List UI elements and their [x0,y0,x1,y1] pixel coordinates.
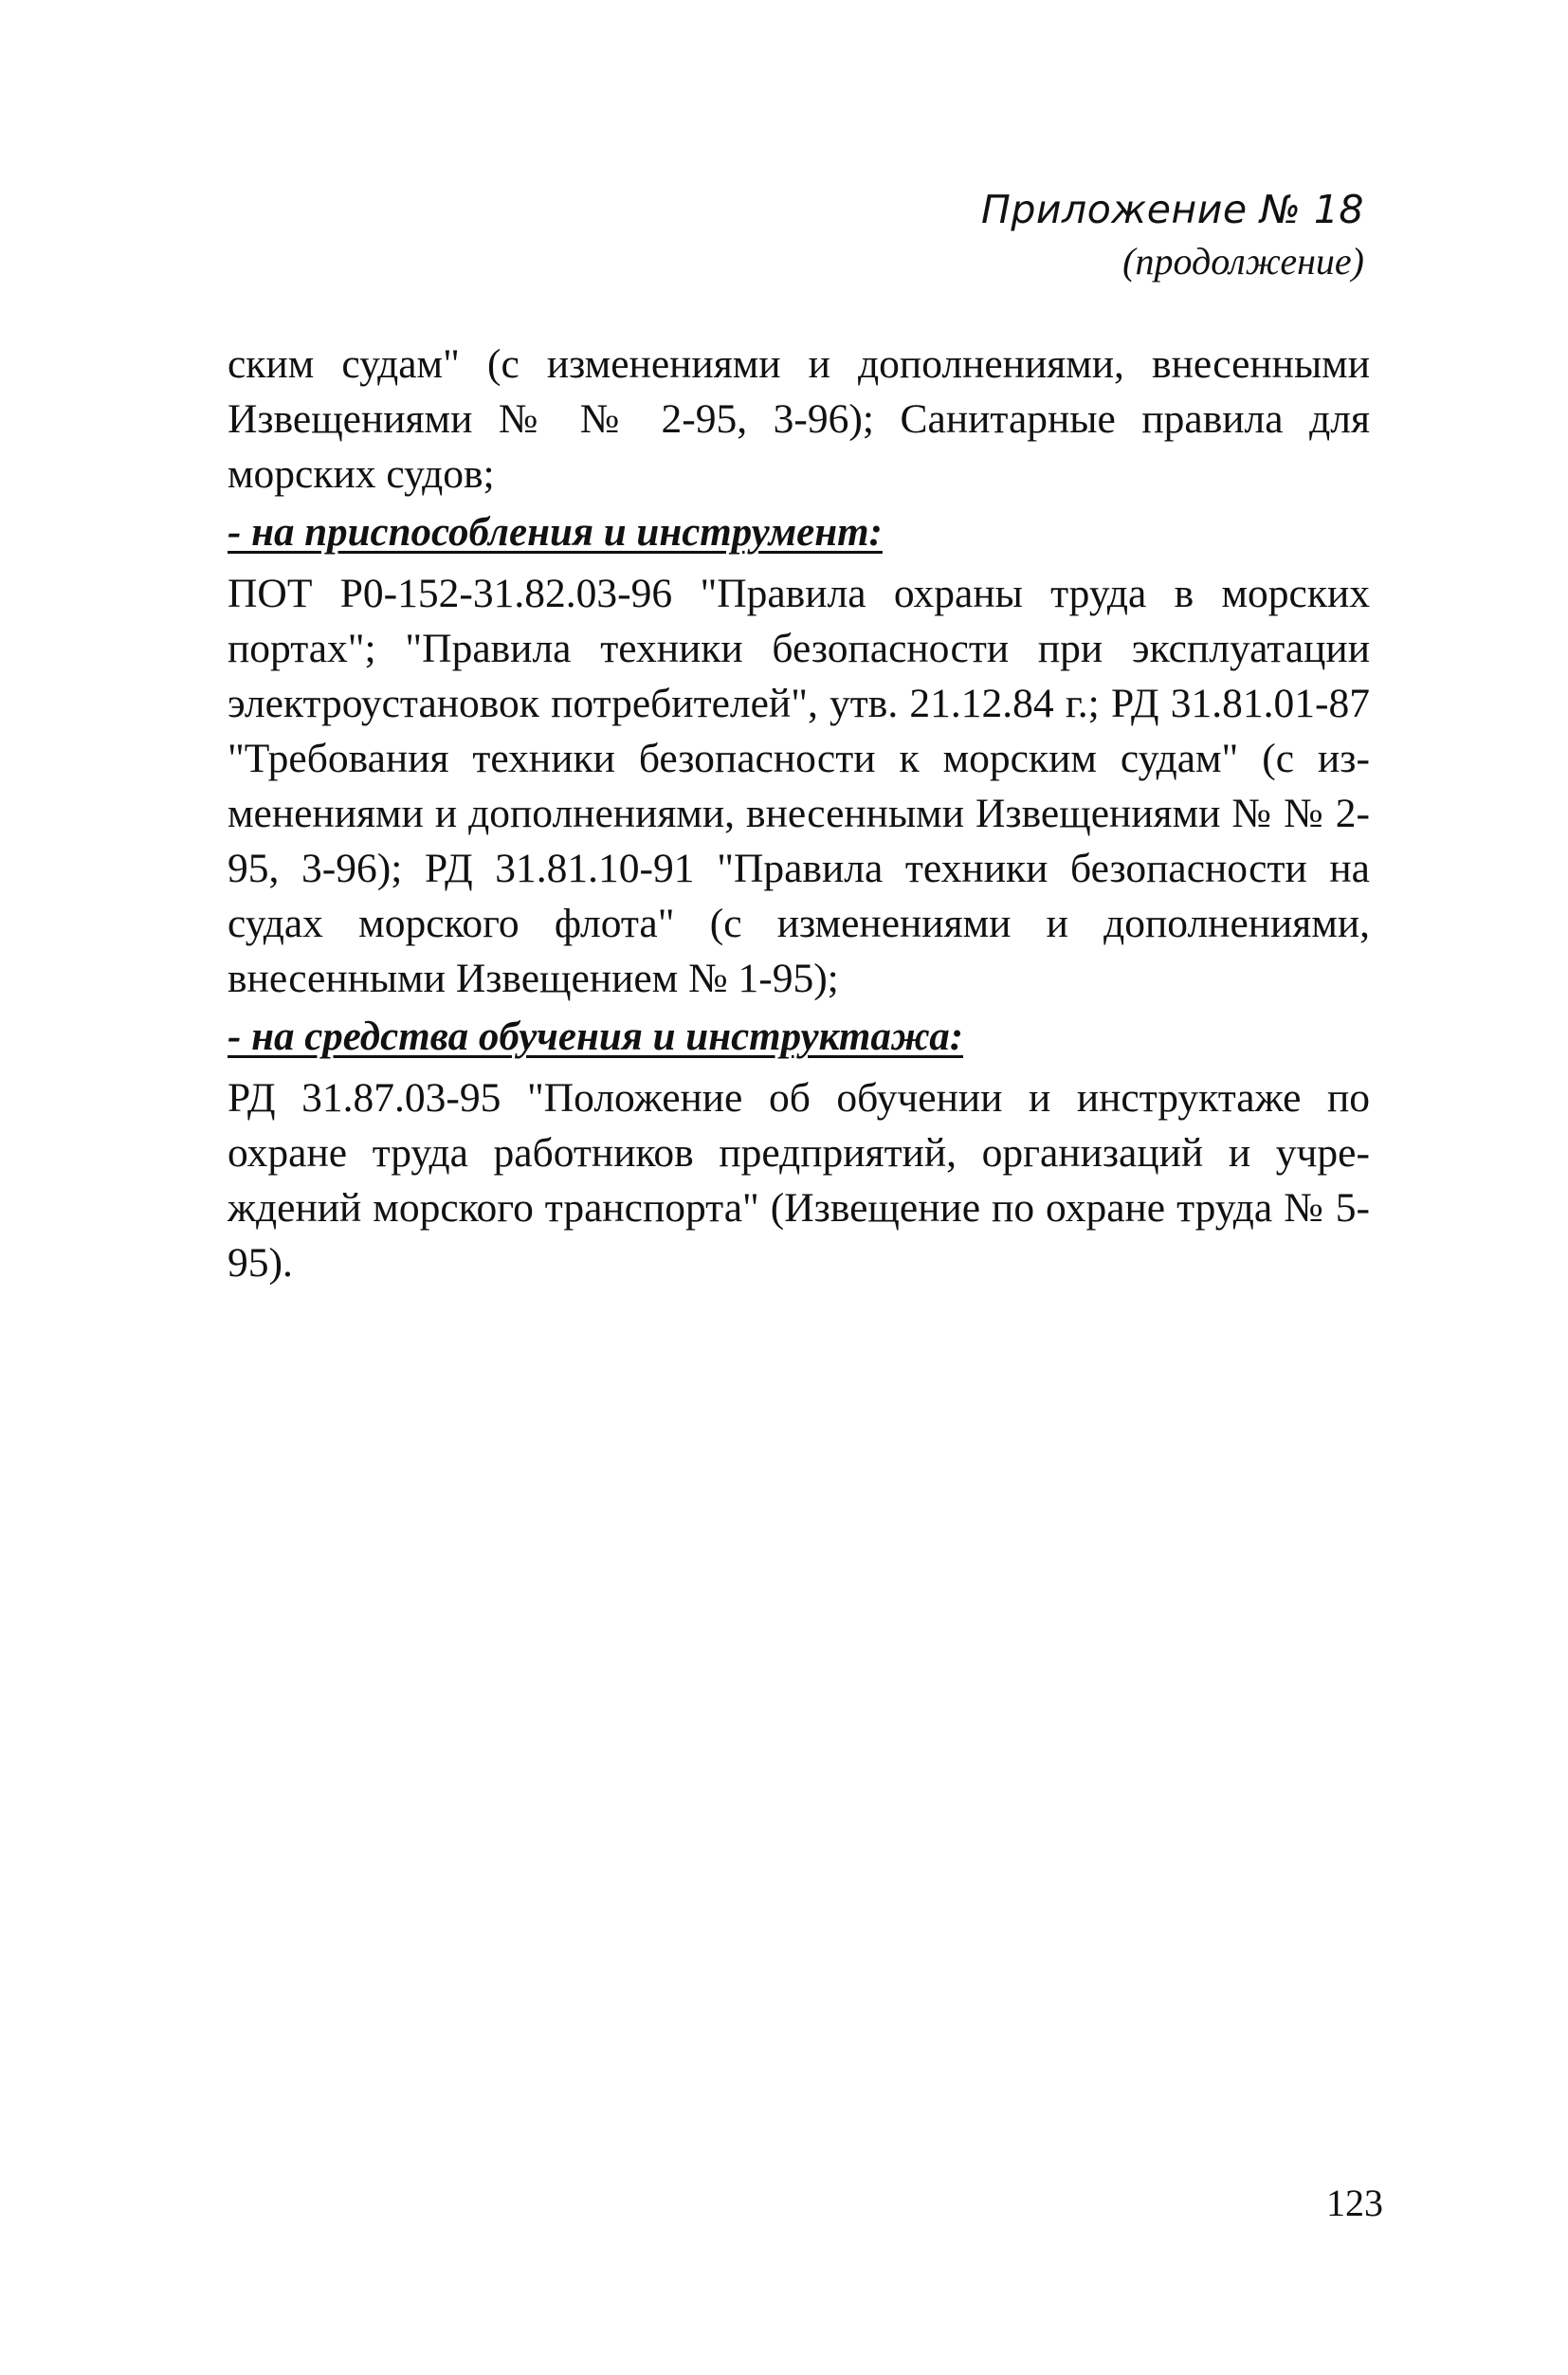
paragraph-training-regulations: РД 31.87.03-95 "Положение об обучении и инструктаже по охране труда работников предприятий, организаций и учреждений морского транспорта" (Извещение по охране труда № 5-95). [228,1075,1370,1286]
section-heading-training: - на средства обучения и инструктажа: [228,1014,964,1059]
appendix-title: Приложение № 18 [980,187,1364,232]
appendix-subtitle: (продолжение) [1122,240,1364,283]
section-heading-tools: - на приспособления и инструмент: [228,510,883,555]
appendix-header [981,185,1364,285]
page-number: 123 [1326,2182,1383,2224]
paragraph-ship-regulations: ским судам" (с изменениями и дополнениями, внесенными Извещениями № № 2-95, 3-96); Санитарные правила для морских судов; [228,341,1370,497]
paragraph-tools-regulations: ПОТ Р0-152-31.82.03-96 "Правила охраны труда в морских портах"; "Правила техники безопасности при эксплуатации электроустановок потребителей", утв. 21.12.84 г.; РД 31.81.01-87 "Требования техники безопасности к морским судам" (с изменениями и дополнениями, внесенными Извещениями № № 2-95, 3-96); РД 31.81.10-91 "Правила техники безопасности на судах морского флота" (с изменениями и дополнениями, внесенными Извещением № 1-95); [228,571,1370,1001]
document-body [228,337,1370,1290]
